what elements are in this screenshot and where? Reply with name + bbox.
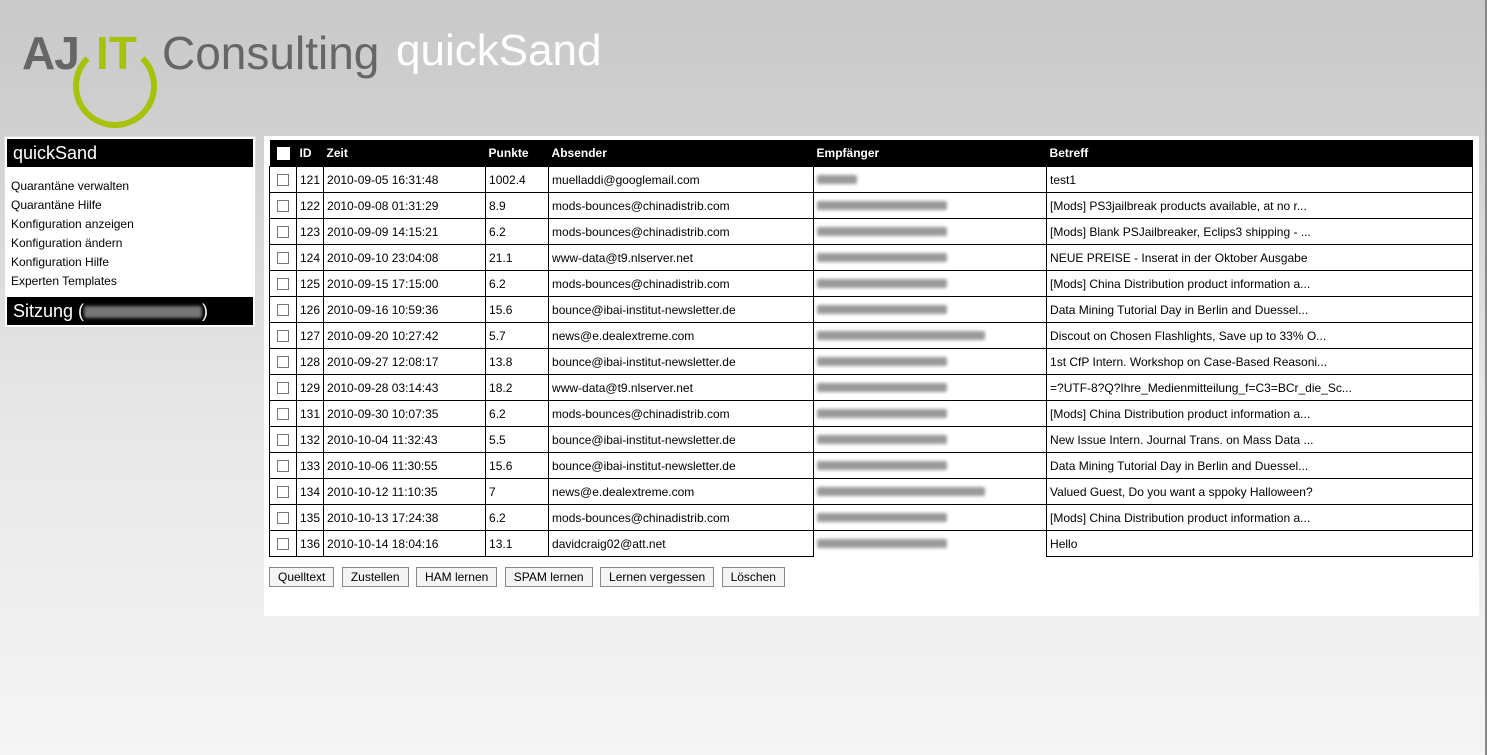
cell-id: 127 [297,323,324,349]
cell-punkte: 6.2 [486,219,549,245]
row-checkbox[interactable] [277,486,289,498]
cell-absender: bounce@ibai-institut-newsletter.de [549,427,814,453]
cell-absender: bounce@ibai-institut-newsletter.de [549,453,814,479]
table-row[interactable] [270,427,1473,453]
session-info [7,297,253,325]
row-checkbox-cell [270,531,297,557]
recipient-redacted [817,227,947,236]
cell-absender: www-data@t9.nlserver.net [549,375,814,401]
app-title: quickSand [396,26,602,75]
cell-empfaenger [814,531,1047,557]
table-row[interactable] [270,531,1473,557]
cell-punkte: 8.9 [486,193,549,219]
cell-zeit: 2010-10-13 17:24:38 [324,505,486,531]
cell-zeit: 2010-09-08 01:31:29 [324,193,486,219]
cell-empfaenger [814,375,1047,401]
cell-punkte: 6.2 [486,271,549,297]
cell-id: 131 [297,401,324,427]
row-checkbox[interactable] [277,252,289,264]
cell-betreff: =?UTF-8?Q?Ihre_Medienmitteilung_f=C3=BCr_die_Sc... [1047,375,1473,401]
select-all-checkbox[interactable] [277,147,290,160]
cell-betreff: [Mods] China Distribution product information a... [1047,401,1473,427]
cell-betreff: Hello [1047,531,1473,557]
recipient-redacted [817,409,947,418]
cell-empfaenger [814,401,1047,427]
cell-betreff: [Mods] China Distribution product information a... [1047,505,1473,531]
cell-betreff: New Issue Intern. Journal Trans. on Mass Data ... [1047,427,1473,453]
column-header-punkte[interactable]: Punkte [486,140,549,167]
table-row[interactable] [270,401,1473,427]
row-checkbox[interactable] [277,226,289,238]
cell-betreff: [Mods] China Distribution product information a... [1047,271,1473,297]
sidebar-link-konfiguration-aendern[interactable]: Konfiguration ändern [11,236,123,250]
cell-betreff: NEUE PREISE - Inserat in der Oktober Ausgabe [1047,245,1473,271]
cell-betreff: [Mods] PS3jailbreak products available, at no r... [1047,193,1473,219]
table-row[interactable] [270,271,1473,297]
cell-zeit: 2010-09-30 10:07:35 [324,401,486,427]
cell-empfaenger [814,453,1047,479]
cell-id: 134 [297,479,324,505]
cell-punkte: 5.7 [486,323,549,349]
cell-punkte: 6.2 [486,401,549,427]
sidebar-link-quarantaene-hilfe[interactable]: Quarantäne Hilfe [11,198,102,212]
sidebar-link-konfiguration-hilfe[interactable]: Konfiguration Hilfe [11,255,110,269]
row-checkbox-cell [270,193,297,219]
row-checkbox[interactable] [277,278,289,290]
cell-zeit: 2010-09-28 03:14:43 [324,375,486,401]
logo-it-text: IT [96,27,137,79]
table-row[interactable] [270,245,1473,271]
cell-id: 133 [297,453,324,479]
recipient-redacted [817,539,947,548]
cell-absender: news@e.dealextreme.com [549,323,814,349]
zustellen-button[interactable]: Zustellen [342,567,409,587]
quarantine-panel [264,136,1479,616]
row-checkbox[interactable] [277,200,289,212]
loeschen-button[interactable]: Löschen [722,567,785,587]
recipient-redacted [817,357,947,366]
logo-aj-text: AJ [22,27,79,79]
row-checkbox[interactable] [277,304,289,316]
cell-zeit: 2010-10-14 18:04:16 [324,531,486,557]
recipient-redacted [817,487,985,496]
cell-id: 122 [297,193,324,219]
cell-absender: mods-bounces@chinadistrib.com [549,505,814,531]
cell-betreff: Discout on Chosen Flashlights, Save up to 33% O... [1047,323,1473,349]
recipient-redacted [817,383,947,392]
logo-consulting-text: Consulting [162,27,380,79]
cell-id: 128 [297,349,324,375]
cell-empfaenger [814,219,1047,245]
table-row[interactable] [270,349,1473,375]
row-checkbox[interactable] [277,434,289,446]
cell-betreff: test1 [1047,167,1473,193]
row-checkbox-cell [270,323,297,349]
row-checkbox-cell [270,427,297,453]
action-buttons [269,567,788,587]
cell-absender: www-data@t9.nlserver.net [549,245,814,271]
sidebar-link-experten-templates[interactable]: Experten Templates [11,274,117,288]
row-checkbox[interactable] [277,538,289,550]
row-checkbox-cell [270,505,297,531]
cell-zeit: 2010-10-12 11:10:35 [324,479,486,505]
cell-absender: muelladdi@googlemail.com [549,167,814,193]
spam-lernen-button[interactable]: SPAM lernen [505,567,593,587]
recipient-redacted [817,279,947,288]
row-checkbox[interactable] [277,460,289,472]
table-row[interactable] [270,479,1473,505]
cell-id: 126 [297,297,324,323]
sidebar-link-quarantaene-verwalten[interactable]: Quarantäne verwalten [11,179,130,193]
cell-absender: bounce@ibai-institut-newsletter.de [549,297,814,323]
recipient-redacted [817,435,947,444]
cell-punkte: 18.2 [486,375,549,401]
cell-empfaenger [814,349,1047,375]
cell-punkte: 7 [486,479,549,505]
cell-betreff: Data Mining Tutorial Day in Berlin and Duessel... [1047,297,1473,323]
table-row[interactable] [270,219,1473,245]
row-checkbox-cell [270,453,297,479]
cell-betreff: [Mods] Blank PSJailbreaker, Eclips3 shipping - ... [1047,219,1473,245]
cell-id: 132 [297,427,324,453]
cell-empfaenger [814,193,1047,219]
table-header-row [270,140,1473,167]
session-close-paren: ) [202,301,209,321]
cell-punkte: 6.2 [486,505,549,531]
column-header-id[interactable]: ID [297,140,324,167]
table-row[interactable] [270,323,1473,349]
cell-punkte: 5.5 [486,427,549,453]
row-checkbox[interactable] [277,408,289,420]
sidebar-link-konfiguration-anzeigen[interactable]: Konfiguration anzeigen [11,217,134,231]
table-row[interactable] [270,297,1473,323]
session-label: Sitzung ( [13,301,85,321]
recipient-redacted [817,175,857,184]
table-row[interactable] [270,167,1473,193]
cell-zeit: 2010-09-09 14:15:21 [324,219,486,245]
recipient-redacted [817,331,985,340]
cell-zeit: 2010-09-10 23:04:08 [324,245,486,271]
cell-punkte: 13.8 [486,349,549,375]
row-checkbox-cell [270,245,297,271]
lernen-vergessen-button[interactable]: Lernen vergessen [600,567,714,587]
table-body [270,167,1473,557]
quelltext-button[interactable]: Quelltext [269,567,334,587]
row-checkbox-cell [270,271,297,297]
cell-empfaenger [814,167,1047,193]
cell-id: 125 [297,271,324,297]
row-checkbox[interactable] [277,382,289,394]
column-header-empfaenger[interactable]: Empfänger [814,140,1047,167]
row-checkbox[interactable] [277,356,289,368]
ham-lernen-button[interactable]: HAM lernen [416,567,497,587]
cell-punkte: 21.1 [486,245,549,271]
cell-zeit: 2010-09-16 10:59:36 [324,297,486,323]
cell-punkte: 13.1 [486,531,549,557]
cell-empfaenger [814,297,1047,323]
row-checkbox-cell [270,375,297,401]
cell-absender: mods-bounces@chinadistrib.com [549,401,814,427]
row-checkbox-cell [270,167,297,193]
cell-id: 123 [297,219,324,245]
sidebar [4,136,256,328]
cell-absender: bounce@ibai-institut-newsletter.de [549,349,814,375]
table-row[interactable] [270,375,1473,401]
column-header-betreff[interactable]: Betreff [1047,140,1473,167]
cell-zeit: 2010-09-20 10:27:42 [324,323,486,349]
cell-punkte: 1002.4 [486,167,549,193]
row-checkbox[interactable] [277,174,289,186]
cell-absender: mods-bounces@chinadistrib.com [549,219,814,245]
table-row[interactable] [270,453,1473,479]
row-checkbox-cell [270,479,297,505]
row-checkbox-cell [270,349,297,375]
cell-id: 129 [297,375,324,401]
column-header-zeit[interactable]: Zeit [324,140,486,167]
cell-id: 136 [297,531,324,557]
cell-zeit: 2010-10-04 11:32:43 [324,427,486,453]
cell-empfaenger [814,323,1047,349]
recipient-redacted [817,253,947,262]
page-header [0,0,1487,132]
session-user-redacted [84,306,202,318]
cell-id: 121 [297,167,324,193]
cell-absender: davidcraig02@att.net [549,531,814,557]
cell-empfaenger [814,505,1047,531]
cell-absender: mods-bounces@chinadistrib.com [549,271,814,297]
cell-zeit: 2010-10-06 11:30:55 [324,453,486,479]
row-checkbox-cell [270,297,297,323]
cell-id: 135 [297,505,324,531]
recipient-redacted [817,201,947,210]
cell-zeit: 2010-09-27 12:08:17 [324,349,486,375]
cell-empfaenger [814,479,1047,505]
row-checkbox-cell [270,219,297,245]
table-row[interactable] [270,505,1473,531]
cell-punkte: 15.6 [486,453,549,479]
row-checkbox-cell [270,401,297,427]
cell-empfaenger [814,427,1047,453]
column-header-absender[interactable]: Absender [549,140,814,167]
sidebar-links [5,169,255,295]
cell-betreff: Data Mining Tutorial Day in Berlin and Duessel... [1047,453,1473,479]
cell-zeit: 2010-09-05 16:31:48 [324,167,486,193]
row-checkbox[interactable] [277,512,289,524]
cell-betreff: Valued Guest, Do you want a sppoky Halloween? [1047,479,1473,505]
select-all-header [270,140,297,167]
row-checkbox[interactable] [277,330,289,342]
cell-betreff: 1st CfP Intern. Workshop on Case-Based Reasoni... [1047,349,1473,375]
cell-id: 124 [297,245,324,271]
recipient-redacted [817,305,947,314]
cell-empfaenger [814,271,1047,297]
cell-punkte: 15.6 [486,297,549,323]
quarantine-table [269,140,1473,557]
cell-absender: mods-bounces@chinadistrib.com [549,193,814,219]
table-row[interactable] [270,193,1473,219]
cell-zeit: 2010-09-15 17:15:00 [324,271,486,297]
cell-empfaenger [814,245,1047,271]
cell-absender: news@e.dealextreme.com [549,479,814,505]
recipient-redacted [817,513,947,522]
recipient-redacted [817,461,947,470]
sidebar-title: quickSand [7,139,253,167]
